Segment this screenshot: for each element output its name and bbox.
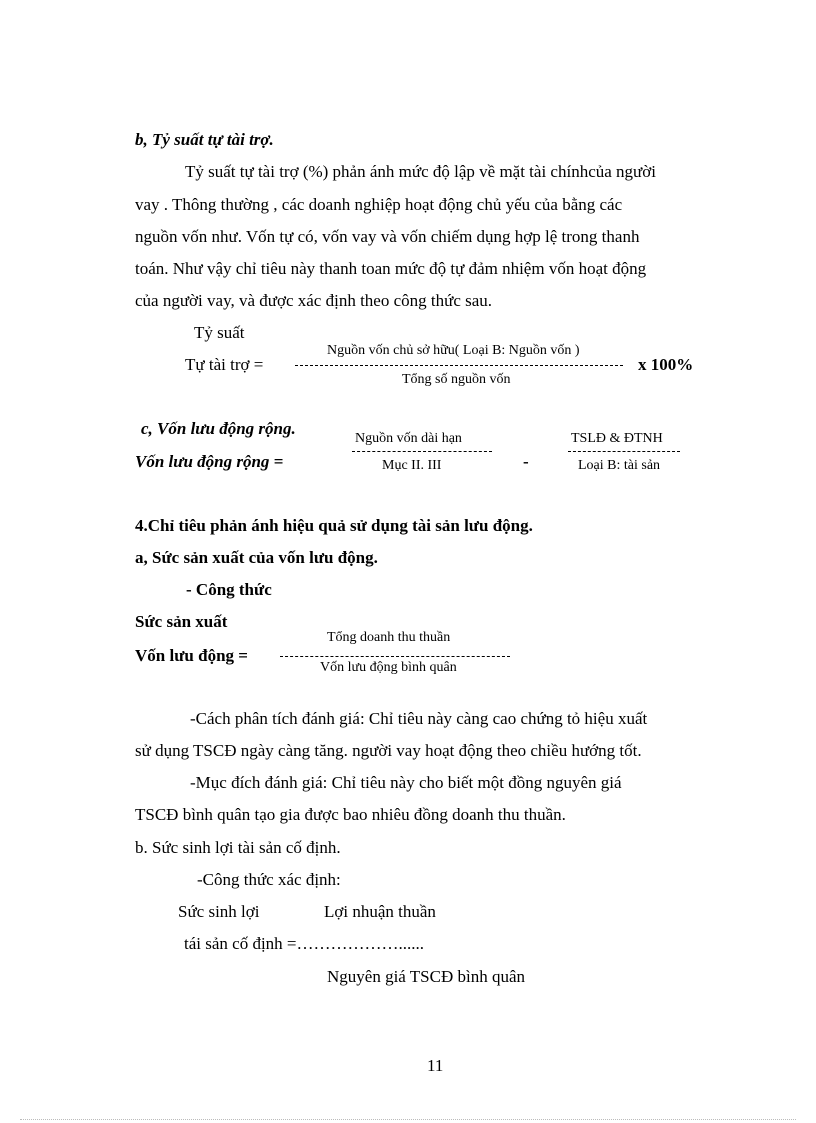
paragraph-line: sử dụng TSCĐ ngày càng tăng. người vay hoạt động theo chiều hướng tốt.	[135, 741, 642, 760]
formula-c-denominator-1: Mục II. III	[382, 458, 442, 473]
fraction-line	[295, 365, 623, 366]
formula-label-top: Tỷ suất	[194, 323, 245, 342]
formula-label: - Công thức	[186, 580, 272, 599]
formula-multiplier: x 100%	[638, 355, 694, 374]
formula-c-numerator-1: Nguồn vốn dài hạn	[355, 431, 462, 446]
heading-section-c: c, Vốn lưu động rộng.	[141, 419, 296, 438]
paragraph-line: -Cách phân tích đánh giá: Chỉ tiêu này càng cao chứng tỏ hiệu xuất	[190, 709, 648, 728]
formula-denominator: Tổng số nguồn vốn	[402, 372, 511, 387]
paragraph-line: nguồn vốn như. Vốn tự có, vốn vay và vốn chiếm dụng hợp lệ trong thanh	[135, 227, 640, 246]
formula-b-denominator: Nguyên giá TSCĐ bình quân	[327, 967, 526, 986]
formula-c-label: Vốn lưu động rộng =	[135, 452, 284, 471]
paragraph-line: của người vay, và được xác định theo công thức sau.	[135, 291, 493, 310]
fraction-line	[352, 451, 492, 452]
formula-b-label-bottom: tái sản cố định =………………......	[184, 934, 425, 953]
paragraph-line: -Mục đích đánh giá: Chỉ tiêu này cho biết một đồng nguyên giá	[190, 773, 622, 792]
formula-b-label: -Công thức xác định:	[197, 870, 341, 889]
formula-b-label-top: Sức sinh lợi	[178, 902, 260, 921]
formula-c-numerator-2: TSLĐ & ĐTNH	[571, 431, 663, 446]
paragraph-line: toán. Như vậy chỉ tiêu này thanh toan mức độ tự đảm nhiệm vốn hoạt động	[135, 259, 647, 278]
paragraph-line: vay . Thông thường , các doanh nghiệp hoạt động chủ yếu của bằng các	[135, 195, 623, 214]
paragraph-line: Tỷ suất tự tài trợ (%) phản ánh mức độ lập về mặt tài chínhcủa người	[185, 162, 656, 181]
fraction-line	[568, 451, 680, 452]
heading-section-4: 4.Chỉ tiêu phản ánh hiệu quả sử dụng tài sản lưu động.	[135, 516, 533, 535]
formula-4a-numerator: Tổng doanh thu thuần	[327, 630, 451, 645]
heading-section-b: b, Tỷ suất tự tài trợ.	[135, 130, 274, 149]
page-number: 11	[427, 1056, 444, 1075]
fraction-line	[280, 656, 510, 657]
paragraph-line: TSCĐ bình quân tạo gia được bao nhiêu đồng doanh thu thuần.	[135, 805, 566, 824]
minus-sign: -	[523, 452, 529, 471]
subheading-a: a, Sức sản xuất của vốn lưu động.	[135, 548, 378, 567]
formula-b-numerator: Lợi nhuận thuần	[324, 902, 436, 921]
formula-label-bottom: Tự tài trợ =	[185, 355, 264, 374]
formula-4a-label-bottom: Vốn lưu động =	[135, 646, 248, 665]
subheading-b: b. Sức sinh lợi tài sản cố định.	[135, 838, 341, 857]
formula-4a-label-top: Sức sản xuất	[135, 612, 228, 631]
page-bottom-rule	[20, 1119, 796, 1120]
formula-4a-denominator: Vốn lưu động bình quân	[320, 660, 457, 675]
formula-c-denominator-2: Loại B: tài sản	[578, 458, 661, 473]
formula-numerator: Nguồn vốn chủ sở hữu( Loại B: Nguồn vốn )	[327, 343, 580, 358]
